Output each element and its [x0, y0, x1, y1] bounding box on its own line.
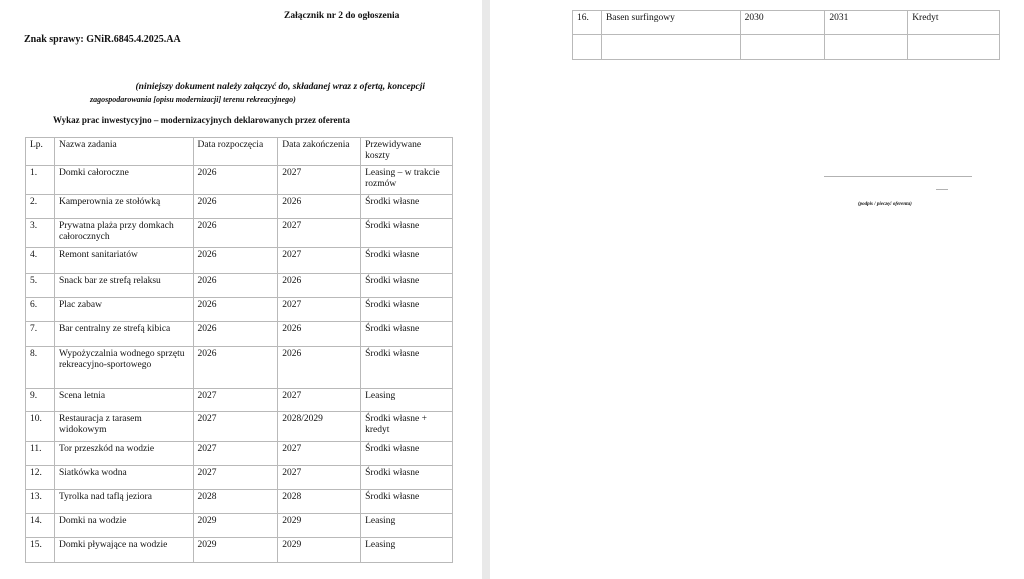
- table-row: [573, 11, 1000, 35]
- row-task-name: Basen surfingowy: [601, 11, 740, 35]
- header-task-name: Nazwa zadania: [54, 138, 193, 166]
- row-task-name: Scena letnia: [54, 389, 193, 412]
- table-row: [26, 322, 453, 347]
- row-start-date: 2026: [193, 248, 278, 274]
- row-task-name: [601, 35, 740, 60]
- row-costs: Środki własne: [361, 274, 453, 298]
- row-start-date: 2027: [193, 389, 278, 412]
- table-row: [26, 347, 453, 389]
- row-end-date: 2031: [825, 11, 908, 35]
- table-row: [26, 466, 453, 490]
- row-costs: Leasing: [361, 538, 453, 563]
- table-row: [26, 274, 453, 298]
- row-lp: 11.: [26, 442, 55, 466]
- table-row: [573, 35, 1000, 60]
- row-start-date: 2026: [193, 166, 278, 195]
- row-end-date: 2027: [278, 442, 361, 466]
- table-row: [26, 538, 453, 563]
- table-row: [26, 412, 453, 442]
- row-costs: Leasing: [361, 514, 453, 538]
- row-start-date: 2028: [193, 490, 278, 514]
- table-row: [26, 298, 453, 322]
- table-row: [26, 166, 453, 195]
- row-task-name: Bar centralny ze strefą kibica: [54, 322, 193, 347]
- row-task-name: Plac zabaw: [54, 298, 193, 322]
- row-end-date: 2028: [278, 490, 361, 514]
- row-costs: Środki własne: [361, 248, 453, 274]
- works-table: [25, 137, 453, 563]
- row-end-date: 2026: [278, 195, 361, 219]
- row-end-date: [825, 35, 908, 60]
- row-lp: 6.: [26, 298, 55, 322]
- header-end-date: Data zakończenia: [278, 138, 361, 166]
- row-start-date: 2029: [193, 514, 278, 538]
- table-row: [26, 514, 453, 538]
- row-task-name: Prywatna plaża przy domkach całorocznych: [54, 219, 193, 248]
- row-lp: 1.: [26, 166, 55, 195]
- row-task-name: Domki całoroczne: [54, 166, 193, 195]
- row-task-name: Tor przeszkód na wodzie: [54, 442, 193, 466]
- row-end-date: 2026: [278, 322, 361, 347]
- row-costs: Środki własne: [361, 490, 453, 514]
- row-task-name: Domki pływające na wodzie: [54, 538, 193, 563]
- row-lp: 5.: [26, 274, 55, 298]
- annex-title: Załącznik nr 2 do ogłoszenia: [284, 11, 400, 21]
- row-start-date: 2026: [193, 219, 278, 248]
- row-lp: 2.: [26, 195, 55, 219]
- row-end-date: 2029: [278, 538, 361, 563]
- row-costs: Leasing: [361, 389, 453, 412]
- table-row: [26, 248, 453, 274]
- instruction-note-line-2: zagospodarowania [opisu modernizacji] terenu rekreacyjnego): [90, 95, 296, 104]
- row-costs: Środki własne + kredyt: [361, 412, 453, 442]
- table-row: [26, 442, 453, 466]
- row-task-name: Remont sanitariatów: [54, 248, 193, 274]
- page-gutter: [482, 0, 490, 579]
- row-start-date: 2027: [193, 442, 278, 466]
- row-costs: Środki własne: [361, 322, 453, 347]
- row-lp: 14.: [26, 514, 55, 538]
- row-end-date: 2026: [278, 274, 361, 298]
- row-end-date: 2027: [278, 248, 361, 274]
- document-page-2: [490, 0, 1024, 579]
- row-lp: 16.: [573, 11, 602, 35]
- row-start-date: 2026: [193, 298, 278, 322]
- header-costs: Przewidywane koszty: [361, 138, 453, 166]
- row-end-date: 2029: [278, 514, 361, 538]
- row-lp: 10.: [26, 412, 55, 442]
- row-lp: [573, 35, 602, 60]
- row-end-date: 2027: [278, 166, 361, 195]
- row-costs: Leasing – w trakcie rozmów: [361, 166, 453, 195]
- row-start-date: [740, 35, 825, 60]
- case-number: Znak sprawy: GNiR.6845.4.2025.AA: [24, 34, 181, 45]
- works-table-continued: [572, 10, 1000, 60]
- signature-caption: (podpis / pieczęć oferenta): [858, 202, 912, 207]
- row-end-date: 2027: [278, 389, 361, 412]
- table-row: [26, 490, 453, 514]
- row-lp: 15.: [26, 538, 55, 563]
- row-end-date: 2027: [278, 298, 361, 322]
- row-start-date: 2026: [193, 274, 278, 298]
- row-costs: Środki własne: [361, 298, 453, 322]
- signature-line-short: ......: [936, 183, 948, 192]
- row-start-date: 2026: [193, 195, 278, 219]
- row-start-date: 2026: [193, 322, 278, 347]
- row-task-name: Wypożyczalnia wodnego sprzętu rekreacyjno-sportowego: [54, 347, 193, 389]
- row-costs: Środki własne: [361, 347, 453, 389]
- row-task-name: Kamperownia ze stołówką: [54, 195, 193, 219]
- table-row: [26, 195, 453, 219]
- table-row: [26, 389, 453, 412]
- row-lp: 12.: [26, 466, 55, 490]
- header-lp: Lp.: [26, 138, 55, 166]
- row-start-date: 2026: [193, 347, 278, 389]
- row-end-date: 2026: [278, 347, 361, 389]
- row-task-name: Snack bar ze strefą relaksu: [54, 274, 193, 298]
- row-task-name: Tyrolka nad taflą jeziora: [54, 490, 193, 514]
- list-title: Wykaz prac inwestycyjno – modernizacyjnych deklarowanych przez oferenta: [53, 115, 351, 125]
- row-costs: Kredyt: [908, 11, 1000, 35]
- row-costs: [908, 35, 1000, 60]
- row-lp: 8.: [26, 347, 55, 389]
- row-task-name: Siatkówka wodna: [54, 466, 193, 490]
- instruction-note-line-1: (niniejszy dokument należy załączyć do, składanej wraz z ofertą, koncepcji: [135, 82, 425, 92]
- row-start-date: 2027: [193, 412, 278, 442]
- header-start-date: Data rozpoczęcia: [193, 138, 278, 166]
- row-end-date: 2027: [278, 219, 361, 248]
- row-task-name: Restauracja z tarasem widokowym: [54, 412, 193, 442]
- row-costs: Środki własne: [361, 195, 453, 219]
- row-lp: 4.: [26, 248, 55, 274]
- table-header-row: [26, 138, 453, 166]
- row-start-date: 2030: [740, 11, 825, 35]
- row-lp: 3.: [26, 219, 55, 248]
- table-row: [26, 219, 453, 248]
- row-end-date: 2027: [278, 466, 361, 490]
- row-task-name: Domki na wodzie: [54, 514, 193, 538]
- row-lp: 7.: [26, 322, 55, 347]
- row-lp: 9.: [26, 389, 55, 412]
- row-lp: 13.: [26, 490, 55, 514]
- row-costs: Środki własne: [361, 442, 453, 466]
- row-start-date: 2029: [193, 538, 278, 563]
- row-costs: Środki własne: [361, 466, 453, 490]
- row-end-date: 2028/2029: [278, 412, 361, 442]
- row-costs: Środki własne: [361, 219, 453, 248]
- signature-line: ..........................................................................: [824, 170, 972, 179]
- row-start-date: 2027: [193, 466, 278, 490]
